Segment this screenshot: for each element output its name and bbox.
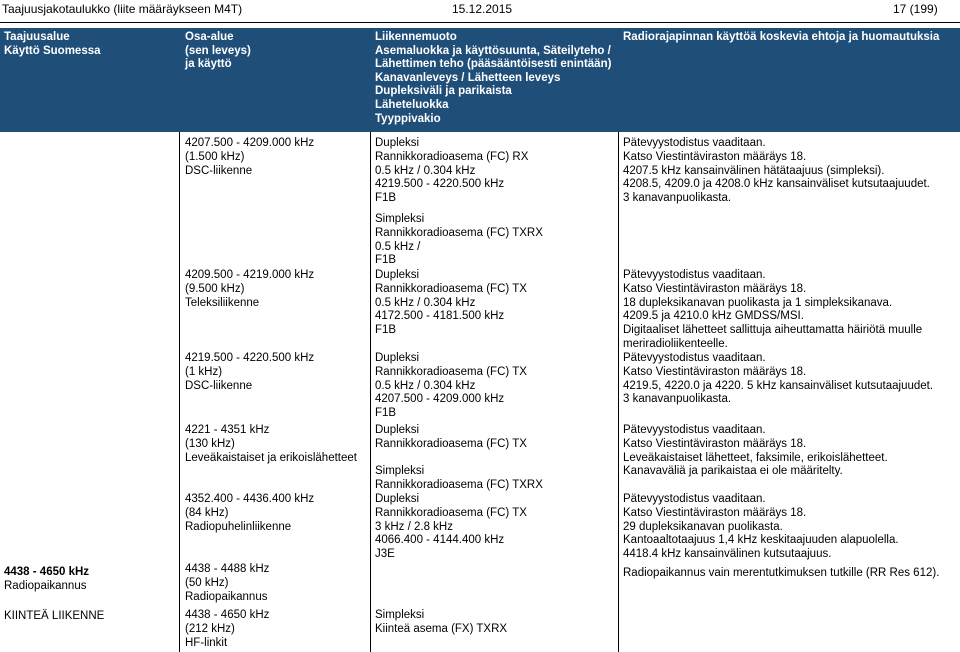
text-line: 4219.500 - 4220.500 kHz xyxy=(185,352,315,364)
text-line: 3 kanavanpuolikasta. xyxy=(623,393,732,406)
text-line: 4418.4 kHz kansainvälinen kutsutaajuus. xyxy=(623,548,832,561)
text-line: 4438 - 4650 kHz xyxy=(185,609,270,621)
text-line: Rannikkoradioasema (FC) TXRX xyxy=(375,226,543,239)
text-line: Rannikkoradioasema (FC) TX xyxy=(375,506,527,519)
text-line: 29 dupleksikanavan puolikasta. xyxy=(623,520,783,533)
station-entry xyxy=(375,609,507,637)
text-line: Rannikkoradioasema (FC) TX xyxy=(375,282,527,295)
text-line: Pätevyystodistus vaaditaan. xyxy=(623,269,766,281)
text-line: F1B xyxy=(375,192,397,205)
text-line: Läheteluokka xyxy=(375,98,449,111)
text-line: Dupleksi xyxy=(375,269,420,281)
text-line: Osa-alue xyxy=(185,31,234,43)
station-entry xyxy=(375,352,527,421)
text-line: KIINTEÄ LIIKENNE xyxy=(4,610,105,622)
header-frequency-band xyxy=(4,31,101,58)
band-entry xyxy=(4,566,89,594)
text-line: Rannikkoradioasema (FC) TX xyxy=(375,365,527,378)
text-line: Rannikkoradioasema (FC) TXRX xyxy=(375,478,543,491)
header-sub-band xyxy=(185,31,251,72)
text-line: Katso Viestintäviraston määräys 18. xyxy=(623,437,807,450)
sub-band-entry xyxy=(185,137,314,178)
text-line: Pätevyystodistus vaaditaan. xyxy=(623,424,766,436)
station-entry xyxy=(375,465,543,493)
text-line: (130 kHz) xyxy=(185,437,235,450)
text-line: 0.5 kHz / 0.304 kHz xyxy=(375,164,476,177)
station-entry xyxy=(375,493,527,562)
station-entry xyxy=(375,269,527,338)
document-date: 15.12.2015 xyxy=(452,2,513,16)
column-divider xyxy=(179,132,180,652)
text-line: 0.5 kHz / 0.304 kHz xyxy=(375,296,476,309)
text-line: Teleksiliikenne xyxy=(185,296,260,309)
text-line: 4207.500 - 4209.000 kHz xyxy=(375,393,505,406)
sub-band-entry xyxy=(185,424,357,465)
text-line: 0.5 kHz / xyxy=(375,240,421,253)
text-line: Käyttö Suomessa xyxy=(4,44,101,57)
text-line: Rannikkoradioasema (FC) TX xyxy=(375,437,527,450)
text-line: Lähettimen teho (pääsääntöisesti enintään) xyxy=(375,58,612,71)
text-line: (84 kHz) xyxy=(185,506,229,519)
text-line: DSC-liikenne xyxy=(185,164,253,177)
text-line: F1B xyxy=(375,324,397,337)
text-line: 4172.500 - 4181.500 kHz xyxy=(375,310,505,323)
text-line: Dupleksi xyxy=(375,352,420,364)
table-header xyxy=(0,28,960,132)
text-line: DSC-liikenne xyxy=(185,379,253,392)
text-line: meriradioliikenteelle. xyxy=(623,337,728,350)
text-line: Dupleksi xyxy=(375,424,420,436)
text-line: (sen leveys) xyxy=(185,44,251,57)
column-divider xyxy=(618,132,619,652)
text-line: Pätevyystodistus vaaditaan. xyxy=(623,352,766,364)
text-line: (1 kHz) xyxy=(185,365,223,378)
text-line: 3 kHz / 2.8 kHz xyxy=(375,520,453,533)
text-line: 4209.500 - 4219.000 kHz xyxy=(185,269,315,281)
text-line: 3 kanavanpuolikasta. xyxy=(623,192,732,205)
text-line: 4066.400 - 4144.400 kHz xyxy=(375,534,505,547)
text-line: 4207.5 kHz kansainvälinen hätätaajuus (simpleksi). xyxy=(623,164,885,177)
text-line: ja käyttö xyxy=(185,58,232,71)
text-line: 18 dupleksikanavan puolikasta ja 1 simpleksikanava. xyxy=(623,296,893,309)
sub-band-entry xyxy=(185,609,269,650)
text-line: Radiopaikannus xyxy=(185,590,268,603)
header-remarks xyxy=(623,31,939,45)
text-line: Kiinteä asema (FX) TXRX xyxy=(375,622,508,635)
sub-band-entry xyxy=(185,352,314,393)
sub-band-entry xyxy=(185,563,269,604)
station-entry xyxy=(375,424,527,452)
text-line: Katso Viestintäviraston määräys 18. xyxy=(623,506,807,519)
text-line: Radiopaikannus xyxy=(4,579,87,592)
remarks-entry xyxy=(623,137,930,206)
text-line: (9.500 kHz) xyxy=(185,282,245,295)
text-line: Dupleksi xyxy=(375,493,420,505)
text-line: Leveäkaistaiset ja erikoislähetteet xyxy=(185,451,357,464)
service-category xyxy=(4,610,104,624)
text-line: Taajuusalue xyxy=(4,31,70,43)
text-line: Tyyppivakio xyxy=(375,112,441,125)
text-line: Radiorajapinnan käyttöä koskevia ehtoja ja huomautuksia xyxy=(623,31,940,43)
text-line: Katso Viestintäviraston määräys 18. xyxy=(623,150,807,163)
remarks-entry xyxy=(623,424,888,479)
text-line: Pätevyystodistus vaaditaan. xyxy=(623,493,766,505)
column-divider xyxy=(370,132,371,652)
text-line: Radiopuhelinliikenne xyxy=(185,520,292,533)
text-line: Kanavaväliä ja parikaistaa ei ole määritelty. xyxy=(623,465,843,478)
text-line: Katso Viestintäviraston määräys 18. xyxy=(623,282,807,295)
text-line: Dupleksi xyxy=(375,137,420,149)
text-line: 4208.5, 4209.0 ja 4208.0 kHz kansainväliset kutsutaajuudet. xyxy=(623,178,930,191)
page-header-bar xyxy=(0,0,960,23)
remarks-entry xyxy=(623,352,933,407)
page-number: 17 (199) xyxy=(893,2,938,16)
text-line: Asemaluokka ja käyttösuunta, Säteilyteho / xyxy=(375,44,611,57)
header-traffic-type xyxy=(375,31,611,126)
text-line: J3E xyxy=(375,548,395,561)
text-line: F1B xyxy=(375,407,397,420)
text-line: 4209.5 ja 4210.0 kHz GMDSS/MSI. xyxy=(623,310,804,323)
text-line: (1.500 kHz) xyxy=(185,150,245,163)
text-line: Radiopaikannus vain merentutkimuksen tutkille (RR Res 612). xyxy=(623,567,940,579)
text-line: 4221 - 4351 kHz xyxy=(185,424,270,436)
text-line: Dupleksiväli ja parikaista xyxy=(375,85,512,98)
text-line: (50 kHz) xyxy=(185,576,229,589)
text-line: Simpleksi xyxy=(375,213,425,225)
text-line: Liikennemuoto xyxy=(375,31,457,43)
station-entry xyxy=(375,137,528,206)
text-line: 4438 - 4488 kHz xyxy=(185,563,270,575)
text-line: 4207.500 - 4209.000 kHz xyxy=(185,137,315,149)
remarks-entry xyxy=(623,269,922,352)
text-line: 4219.500 - 4220.500 kHz xyxy=(375,178,505,191)
text-line: Digitaaliset lähetteet sallittuja aiheuttamatta häiriötä muulle xyxy=(623,324,923,337)
document-title: Taajuusjakotaulukko (liite määräykseen M4T) xyxy=(2,2,243,16)
text-line: 0.5 kHz / 0.304 kHz xyxy=(375,379,476,392)
text-line: 4352.400 - 4436.400 kHz xyxy=(185,493,315,505)
text-line: F1B xyxy=(375,254,397,267)
text-line: Kantoaaltotaajuus 1,4 kHz keskitaajuuden alapuolella. xyxy=(623,534,899,547)
text-line: 4219.5, 4220.0 ja 4220. 5 kHz kansainväliset kutsutaajuudet. xyxy=(623,379,934,392)
station-entry xyxy=(375,213,543,268)
text-line: Pätevyystodistus vaaditaan. xyxy=(623,137,766,149)
text-line: Simpleksi xyxy=(375,465,425,477)
text-line: (212 kHz) xyxy=(185,622,235,635)
text-line: Rannikkoradioasema (FC) RX xyxy=(375,150,529,163)
sub-band-entry xyxy=(185,493,314,534)
text-line: Simpleksi xyxy=(375,609,425,621)
text-line: Kanavanleveys / Lähetteen leveys xyxy=(375,71,561,84)
remarks-entry xyxy=(623,567,939,581)
text-line: Leveäkaistaiset lähetteet, faksimile, erikoislähetteet. xyxy=(623,451,888,464)
sub-band-entry xyxy=(185,269,314,310)
remarks-entry xyxy=(623,493,899,562)
text-line: Katso Viestintäviraston määräys 18. xyxy=(623,365,807,378)
text-line: HF-linkit xyxy=(185,636,228,649)
text-line: 4438 - 4650 kHz xyxy=(4,566,90,578)
